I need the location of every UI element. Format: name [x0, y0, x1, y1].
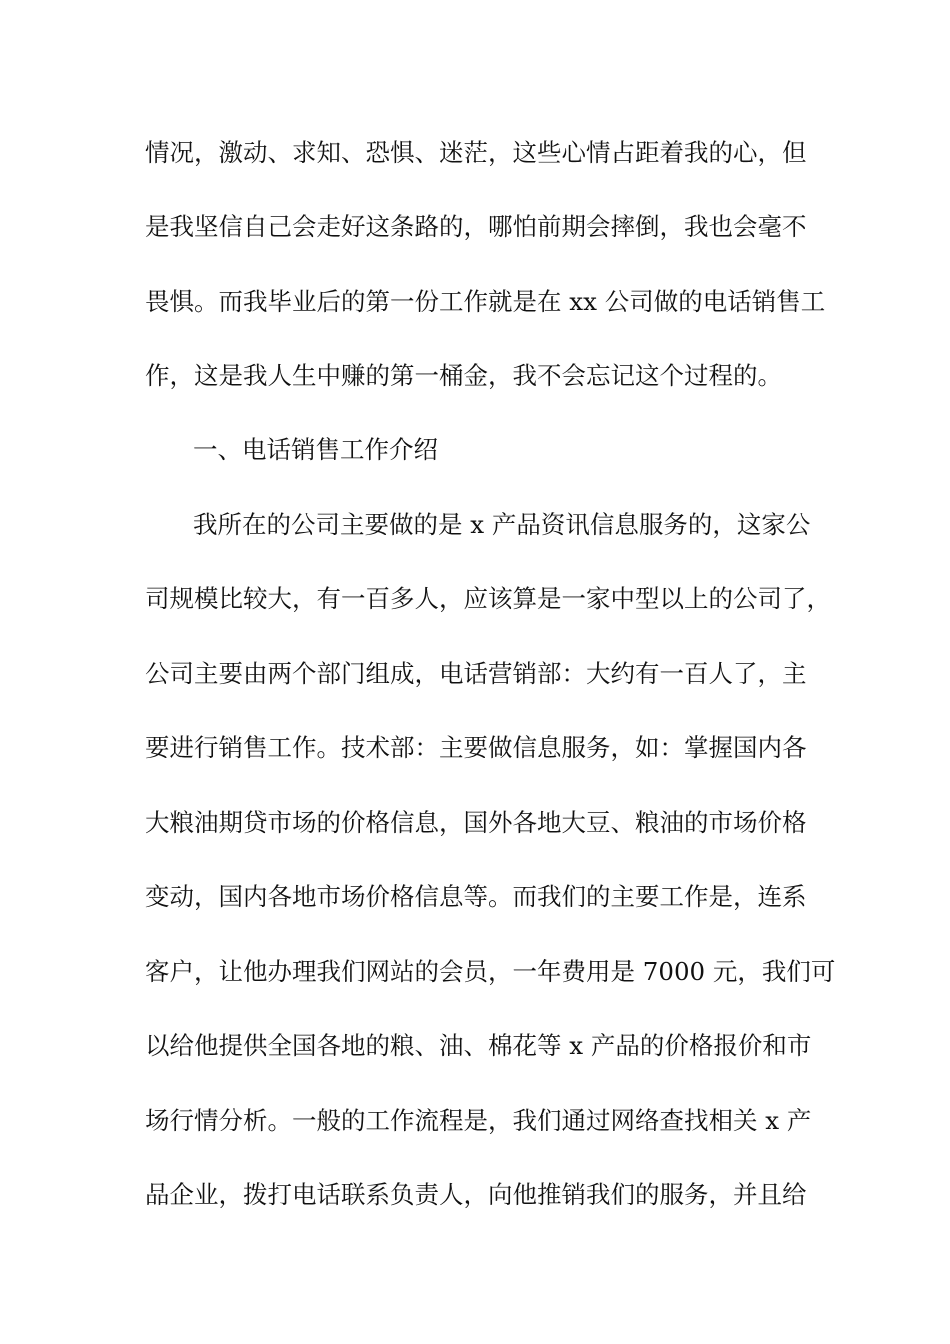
paragraph-line: 场行情分析。一般的工作流程是，我们通过网络查找相关 x 产: [145, 1106, 812, 1135]
paragraph-line: 要进行销售工作。技术部：主要做信息服务，如：掌握国内各: [145, 733, 807, 762]
paragraph-line: 品企业，拨打电话联系负责人，向他推销我们的服务，并且给: [145, 1180, 807, 1209]
paragraph-line: 客户，让他办理我们网站的会员，一年费用是 7000 元，我们可: [145, 957, 836, 986]
paragraph-line: 我所在的公司主要做的是 x 产品资讯信息服务的，这家公: [193, 510, 811, 539]
paragraph-line: 大粮油期贷市场的价格信息，国外各地大豆、粮油的市场价格: [145, 808, 807, 837]
paragraph-line: 畏惧。而我毕业后的第一份工作就是在 xx 公司做的电话销售工: [145, 287, 826, 316]
paragraph-line: 是我坚信自己会走好这条路的，哪怕前期会摔倒，我也会毫不: [145, 212, 807, 241]
paragraph-line: 以给他提供全国各地的粮、油、棉花等 x 产品的价格报价和市: [145, 1031, 812, 1060]
paragraph-line: 司规模比较大，有一百多人，应该算是一家中型以上的公司了，: [145, 584, 831, 613]
paragraph-line: 情况，激动、求知、恐惧、迷茫，这些心情占距着我的心，但: [145, 138, 807, 167]
paragraph-line: 公司主要由两个部门组成，电话营销部：大约有一百人了，主: [145, 659, 807, 688]
paragraph-line: 变动，国内各地市场价格信息等。而我们的主要工作是，连系: [145, 882, 807, 911]
paragraph-line: 作，这是我人生中赚的第一桶金，我不会忘记这个过程的。: [145, 361, 782, 390]
section-heading: 一、电话销售工作介绍: [193, 435, 438, 464]
